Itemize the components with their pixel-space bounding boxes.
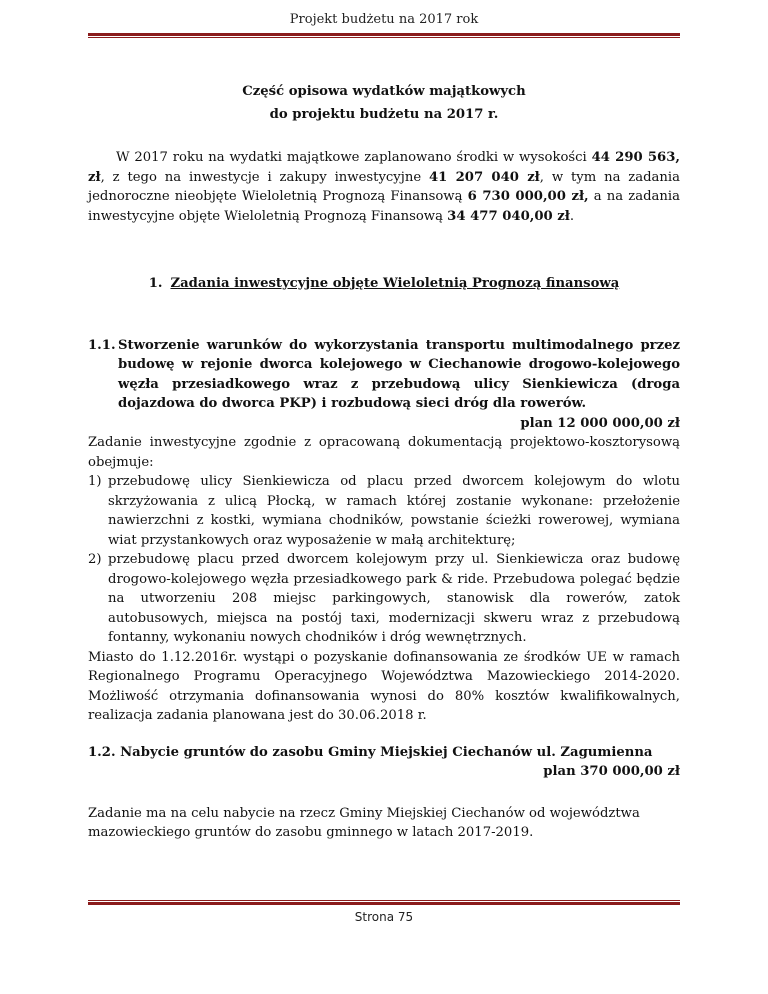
intro-text-3: , w tym na zadania jednoroczne nieobjęte Wieloletnią Prognozą Finansową xyxy=(88,169,680,204)
page-content xyxy=(88,80,680,843)
page-number: Strona 75 xyxy=(354,910,414,924)
list-item xyxy=(88,550,680,648)
section-1-heading xyxy=(88,274,680,294)
header-rule xyxy=(88,33,680,38)
list-item-number: 2) xyxy=(88,552,102,567)
item-1-2-description: Zadanie ma na celu nabycie na rzecz Gminy Miejskiej Ciechanów od województwa mazowieckiego gruntów do zasobu gminnego w latach 2017-2019. xyxy=(88,805,640,840)
item-1-2-plan: plan 370 000,00 zł xyxy=(543,764,680,779)
intro-text-4: a na zadania inwestycyjne objęte Wieloletnią Prognozą Finansową xyxy=(88,189,680,224)
intro-text-5: . xyxy=(569,208,575,224)
intro-paragraph xyxy=(88,148,680,226)
intro-text-1: W 2017 roku na wydatki majątkowe zaplanowano środki w wysokości xyxy=(116,150,592,165)
intro-wpf-amount: 34 477 040,00 zł xyxy=(447,208,570,224)
item-1-1-number: 1.1. xyxy=(88,337,116,353)
document-title xyxy=(88,80,680,126)
title-line-2: do projektu budżetu na 2017 r. xyxy=(269,107,499,122)
item-1-1-plan: plan 12 000 000,00 zł xyxy=(520,415,680,431)
footer-rule xyxy=(88,900,680,905)
section-1-title: Zadania inwestycyjne objęte Wieloletnią Prognozą finansową xyxy=(170,276,620,291)
list-item-text: przebudowę placu przed dworcem kolejowym przy ul. Sienkiewicza oraz budowę drogowo-kolejowego węzła przesiadkowego park & ride. Przebudowa polegać będzie na utworzeniu 208 miejsc parkingowych, stanowisk dla rowerów, zatok autobusowych, miejsca na postój taxi, modernizacji skweru wraz z przebudową fontanny, wykonaniu nowych chodników i dróg wewnętrznych. xyxy=(108,552,680,645)
section-1-number: 1. xyxy=(148,276,163,291)
intro-total-amount: 44 290 563, zł xyxy=(88,150,681,185)
item-1-2-heading: 1.2. Nabycie gruntów do zasobu Gminy Miejskiej Ciechanów ul. Zagumienna xyxy=(88,744,653,760)
page-header: Projekt budżetu na 2017 rok xyxy=(289,12,479,27)
intro-one-year-amount: 6 730 000,00 zł, xyxy=(467,189,589,204)
item-1-1-title: Stworzenie warunków do wykorzystania transportu multimodalnego przez budowę w rejonie dworca kolejowego w Ciechanowie drogowo-kolejowego węzła przesiadkowego wraz z przebudową ulicy Sienkiewicza (droga dojazdowa do dworca PKP) i rozbudową sieci dróg dla rowerów. xyxy=(118,337,680,411)
item-1-1-heading xyxy=(88,336,680,414)
title-line-1: Część opisowa wydatków majątkowych xyxy=(242,84,526,99)
list-item-text: przebudowę ulicy Sienkiewicza od placu przed dworcem kolejowym do wlotu skrzyżowania z ulicą Płocką, w ramach której zostanie wykonane: przełożenie nawierzchni z kostki, wymiana chodników, powstanie ścieżki rowerowej, wymiana wiat przystankowych oraz wyposażenie w małą architekturę; xyxy=(108,474,680,548)
intro-investment-amount: 41 207 040 zł xyxy=(429,169,540,185)
intro-text-2: , z tego na inwestycje i zakupy inwestycyjne xyxy=(100,169,429,185)
item-1-1-closing: Miasto do 1.12.2016r. wystąpi o pozyskanie dofinansowania ze środków UE w ramach Regionalnego Programu Operacyjnego Województwa Mazowieckiego 2014-2020. Możliwość otrzymania dofinansowania wynosi do 80% kosztów kwalifikowalnych, realizacja zadania planowana jest do 30.06.2018 r. xyxy=(88,649,680,723)
list-item xyxy=(88,472,680,550)
list-item-number: 1) xyxy=(88,474,102,489)
item-1-1-description: Zadanie inwestycyjne zgodnie z opracowaną dokumentacją projektowo-kosztorysową obejmuje: xyxy=(88,435,680,470)
